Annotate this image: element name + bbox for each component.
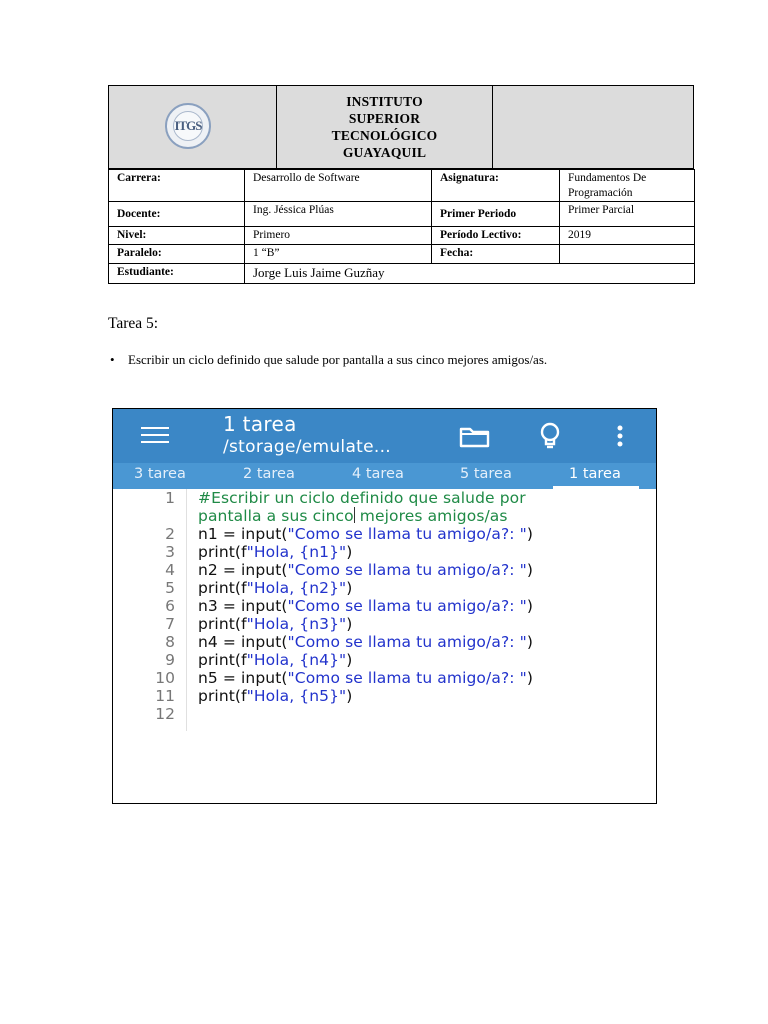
line-number: 9 xyxy=(165,651,175,669)
table-row xyxy=(109,264,695,284)
task-instruction: Escribir un ciclo definido que salude por pantalla a sus cinco mejores amigos/as. xyxy=(128,352,548,367)
task-instruction-item xyxy=(110,352,547,368)
value-carrera: Desarrollo de Software xyxy=(245,170,432,202)
line-number: 8 xyxy=(165,633,175,651)
line-number: 6 xyxy=(165,597,175,615)
folder-icon[interactable] xyxy=(459,425,491,453)
more-vert-icon[interactable] xyxy=(615,424,625,452)
label-periodo-lectivo: Período Lectivo: xyxy=(432,227,560,245)
line-number: 10 xyxy=(155,669,175,687)
code-line: n1 = input("Como se llama tu amigo/a?: ") xyxy=(198,525,534,543)
institute-line: GUAYAQUIL xyxy=(342,145,427,160)
tab-5-tarea[interactable]: 5 tarea xyxy=(460,466,512,482)
code-editor[interactable] xyxy=(113,489,656,803)
comment-text: pantalla a sus cinco xyxy=(198,507,354,525)
table-row xyxy=(109,170,695,202)
label-nivel: Nivel: xyxy=(109,227,245,245)
logo-monogram: ITGS xyxy=(173,111,203,141)
label-carrera: Carrera: xyxy=(109,170,245,202)
code-line: n5 = input("Como se llama tu amigo/a?: ") xyxy=(198,669,534,687)
app-title: 1 tarea xyxy=(223,412,297,436)
line-number: 1 xyxy=(165,489,175,507)
value-fecha xyxy=(560,245,695,264)
label-periodo: Primer Periodo xyxy=(432,202,560,227)
line-number: 3 xyxy=(165,543,175,561)
line-number: 12 xyxy=(155,705,175,723)
comment-text: mejores amigos/as xyxy=(354,507,508,525)
value-periodo: Primer Parcial xyxy=(560,202,695,227)
institute-name xyxy=(332,93,438,161)
label-fecha: Fecha: xyxy=(432,245,560,264)
label-docente: Docente: xyxy=(109,202,245,227)
tab-1-tarea[interactable]: 1 tarea xyxy=(569,466,621,482)
label-paralelo: Paralelo: xyxy=(109,245,245,264)
value-nivel: Primero xyxy=(245,227,432,245)
code-line: print(f"Hola, {n5}") xyxy=(198,687,353,705)
header-table xyxy=(108,85,695,283)
institute-logo xyxy=(165,103,211,149)
code-line: print(f"Hola, {n2}") xyxy=(198,579,353,597)
tab-4-tarea[interactable]: 4 tarea xyxy=(352,466,404,482)
value-periodo-lectivo: 2019 xyxy=(560,227,695,245)
code-line: n3 = input("Como se llama tu amigo/a?: ") xyxy=(198,597,534,615)
tab-3-tarea[interactable]: 3 tarea xyxy=(134,466,186,482)
line-number: 7 xyxy=(165,615,175,633)
table-row xyxy=(109,202,695,227)
code-line: n2 = input("Como se llama tu amigo/a?: ") xyxy=(198,561,534,579)
table-row xyxy=(109,245,695,264)
line-number: 4 xyxy=(165,561,175,579)
value-estudiante: Jorge Luis Jaime Guzñay xyxy=(245,264,695,284)
institute-line: SUPERIOR xyxy=(348,111,421,126)
code-line: n4 = input("Como se llama tu amigo/a?: ") xyxy=(198,633,534,651)
tab-2-tarea[interactable]: 2 tarea xyxy=(243,466,295,482)
code-line: print(f"Hola, {n1}") xyxy=(198,543,353,561)
code-editor-screenshot xyxy=(112,408,657,804)
code-line: print(f"Hola, {n3}") xyxy=(198,615,353,633)
label-asignatura: Asignatura: xyxy=(432,170,560,202)
lightbulb-icon[interactable] xyxy=(537,421,563,455)
line-number: 11 xyxy=(155,687,175,705)
code-comment-line-wrap xyxy=(198,507,508,525)
file-path: /storage/emulate... xyxy=(223,437,392,457)
value-paralelo: 1 “B” xyxy=(245,245,432,264)
tab-bar xyxy=(113,463,656,489)
institute-line: INSTITUTO xyxy=(346,94,423,109)
gutter-divider xyxy=(186,489,187,731)
code-line: print(f"Hola, {n4}") xyxy=(198,651,353,669)
line-number: 5 xyxy=(165,579,175,597)
line-number: 2 xyxy=(165,525,175,543)
task-title: Tarea 5: xyxy=(108,315,159,332)
institute-name-cell xyxy=(277,86,493,168)
blank-cell xyxy=(493,86,693,168)
course-info-table xyxy=(108,169,695,284)
bullet: • xyxy=(110,352,115,367)
menu-icon[interactable] xyxy=(141,426,171,446)
label-estudiante: Estudiante: xyxy=(109,264,245,284)
app-bar xyxy=(113,409,656,463)
table-row xyxy=(109,227,695,245)
header-top-row xyxy=(108,85,694,169)
value-docente: Ing. Jéssica Plúas xyxy=(245,202,432,227)
code-comment-line: #Escribir un ciclo definido que salude por xyxy=(198,489,526,507)
logo-cell xyxy=(109,86,277,168)
value-asignatura: Fundamentos De Programación xyxy=(560,170,695,202)
institute-line: TECNOLÓGICO xyxy=(331,128,438,143)
